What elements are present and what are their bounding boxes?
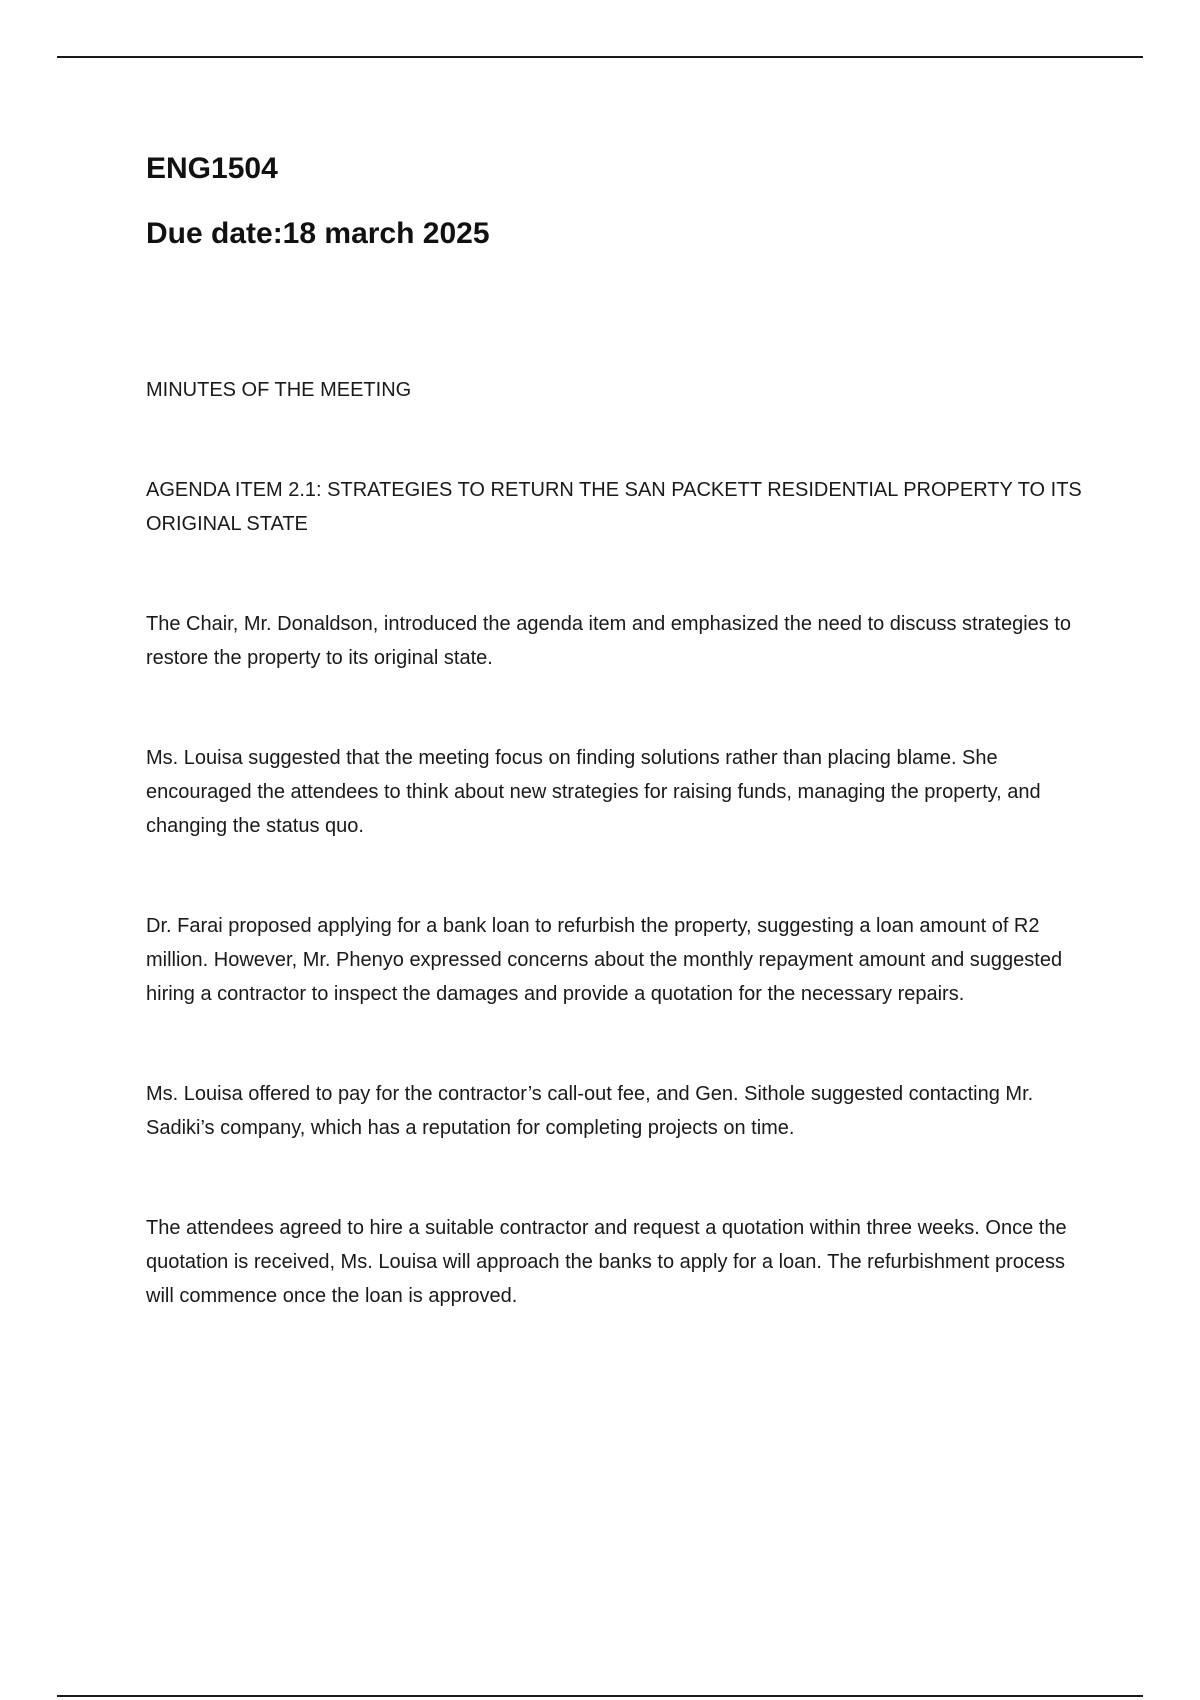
agenda-item-heading: AGENDA ITEM 2.1: STRATEGIES TO RETURN THE SAN PACKETT RESIDENTIAL PROPERTY TO ITS ORIGINAL STATE [146, 479, 1082, 535]
course-code-heading: ENG1504 [146, 152, 278, 185]
document-body [146, 146, 1096, 1313]
paragraph-bank-loan-proposal: Dr. Farai proposed applying for a bank loan to refurbish the property, suggesting a loan amount of R2 million. However, Mr. Phenyo expressed concerns about the monthly repayment amount and suggested hiring a contractor to inspect the damages and provide a quotation for the necessary repairs. [146, 915, 1063, 1005]
bottom-divider [57, 1695, 1143, 1697]
paragraph-louisa-suggestion: Ms. Louisa suggested that the meeting focus on finding solutions rather than placing blame. She encouraged the attendees to think about new strategies for raising funds, managing the property, and changing the status quo. [146, 747, 1041, 837]
paragraph-resolution: The attendees agreed to hire a suitable contractor and request a quotation within three weeks. Once the quotation is received, Ms. Louisa will approach the banks to apply for a loan. The refurbishment process will commence once the loan is approved. [146, 1217, 1067, 1307]
minutes-title: MINUTES OF THE MEETING [146, 379, 412, 401]
paragraph-chair-introduction: The Chair, Mr. Donaldson, introduced the agenda item and emphasized the need to discuss strategies to restore the property to its original state. [146, 613, 1071, 669]
top-divider [57, 56, 1143, 58]
due-date-heading: Due date:18 march 2025 [146, 217, 490, 250]
paragraph-contractor-fee: Ms. Louisa offered to pay for the contractor’s call-out fee, and Gen. Sithole suggested contacting Mr. Sadiki’s company, which has a reputation for completing projects on time. [146, 1083, 1034, 1139]
